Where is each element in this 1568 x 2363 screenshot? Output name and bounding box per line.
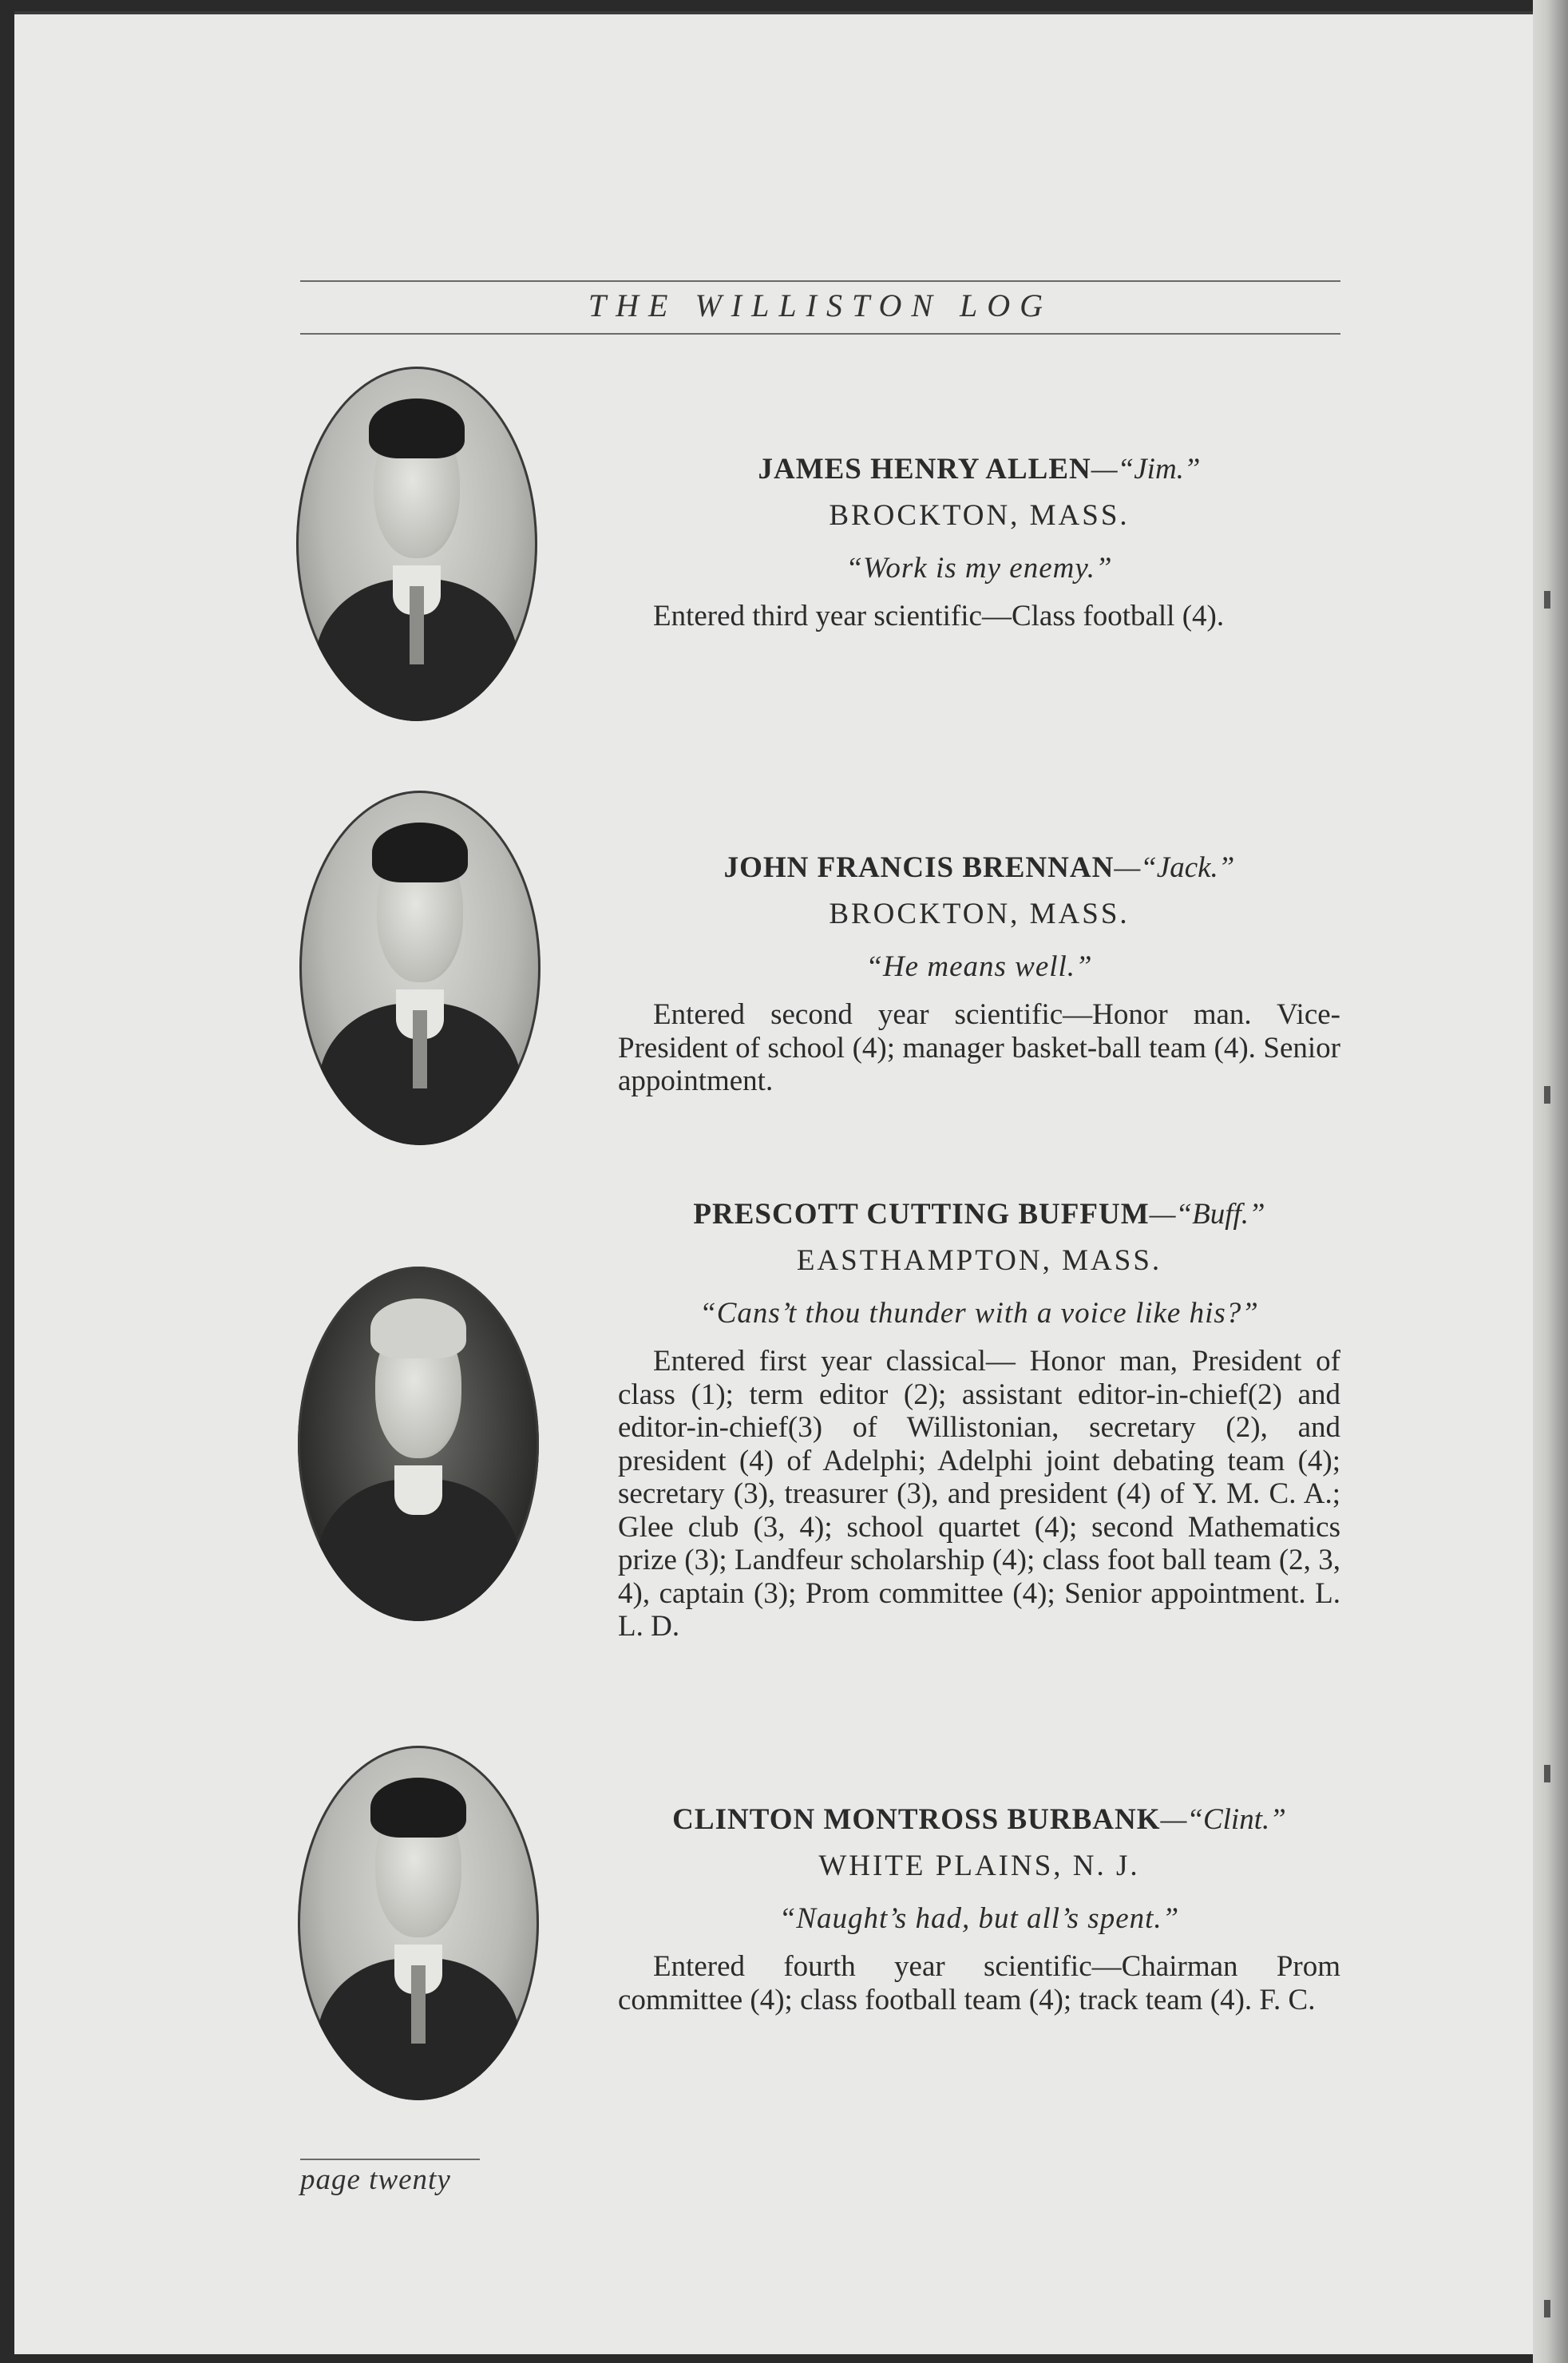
student-nickname: —“Clint.” [1160, 1803, 1286, 1836]
student-entry [618, 848, 1340, 1098]
student-nickname: —“Buff.” [1149, 1198, 1265, 1231]
student-name: PRESCOTT CUTTING BUFFUM [693, 1198, 1150, 1231]
student-name-line [618, 450, 1340, 490]
student-quote: “Work is my enemy.” [845, 552, 1113, 585]
running-header [300, 280, 1340, 335]
student-name: CLINTON MONTROSS BURBANK [672, 1803, 1161, 1836]
student-hometown: EASTHAMPTON, MASS. [796, 1244, 1162, 1277]
page-number: page twenty [300, 2163, 451, 2196]
footer-rule [300, 2159, 480, 2160]
student-name: JAMES HENRY ALLEN [758, 453, 1091, 486]
student-quote: “Cans’t thou thunder with a voice like his?” [699, 1297, 1259, 1330]
student-hometown: WHITE PLAINS, N. J. [818, 1850, 1140, 1882]
page-title: THE WILLISTON LOG [588, 287, 1053, 323]
student-name-line [618, 1195, 1340, 1235]
student-name-line [618, 848, 1340, 888]
student-record-text: Entered second year scientific—Honor man. Vice-President of school (4); manager basket-ball team (4). Senior appointment. [618, 998, 1340, 1097]
portrait-photo [296, 367, 537, 721]
student-record [618, 600, 1340, 633]
student-entry [618, 1800, 1340, 2016]
portrait-photo [299, 791, 540, 1145]
student-quote: “He means well.” [865, 950, 1093, 983]
student-record-text: Entered fourth year scientific—Chairman Prom committee (4); class football team (4); track team (4). F. C. [618, 1950, 1340, 2016]
yearbook-page [14, 11, 1533, 2354]
student-entry [618, 1195, 1340, 1643]
student-nickname: —“Jack.” [1114, 851, 1235, 884]
portrait-photo [298, 1267, 539, 1621]
student-quote: “Naught’s had, but all’s spent.” [778, 1902, 1180, 1935]
book-spine-edge [1533, 0, 1568, 2363]
student-record-text: Entered third year scientific—Class football (4). [653, 600, 1225, 632]
student-hometown: BROCKTON, MASS. [829, 499, 1130, 532]
student-nickname: —“Jim.” [1091, 453, 1201, 486]
student-record [618, 1345, 1340, 1643]
student-record [618, 1950, 1340, 2016]
student-entry [618, 450, 1340, 633]
student-record-text: Entered first year classical— Honor man, President of class (1); term editor (2); assistant editor-in-chief(2) and editor-in-chief(3) of Willistonian, secretary (2), and president (4) of Adelphi; Adelphi joint debating team (4); secretary (3), treasurer (3), and president (4) of Y. M. C. A.; Glee club (3, 4); school quartet (4); second Mathematics prize (3); Landfeur scholarship (4); class foot ball team (2, 3, 4), captain (3); Prom committee (4); Senior appointment. L. L. D. [618, 1345, 1340, 1643]
student-name: JOHN FRANCIS BRENNAN [723, 851, 1115, 884]
portrait-photo [298, 1746, 539, 2100]
student-hometown: BROCKTON, MASS. [829, 898, 1130, 930]
student-name-line [618, 1800, 1340, 1840]
student-record [618, 998, 1340, 1098]
